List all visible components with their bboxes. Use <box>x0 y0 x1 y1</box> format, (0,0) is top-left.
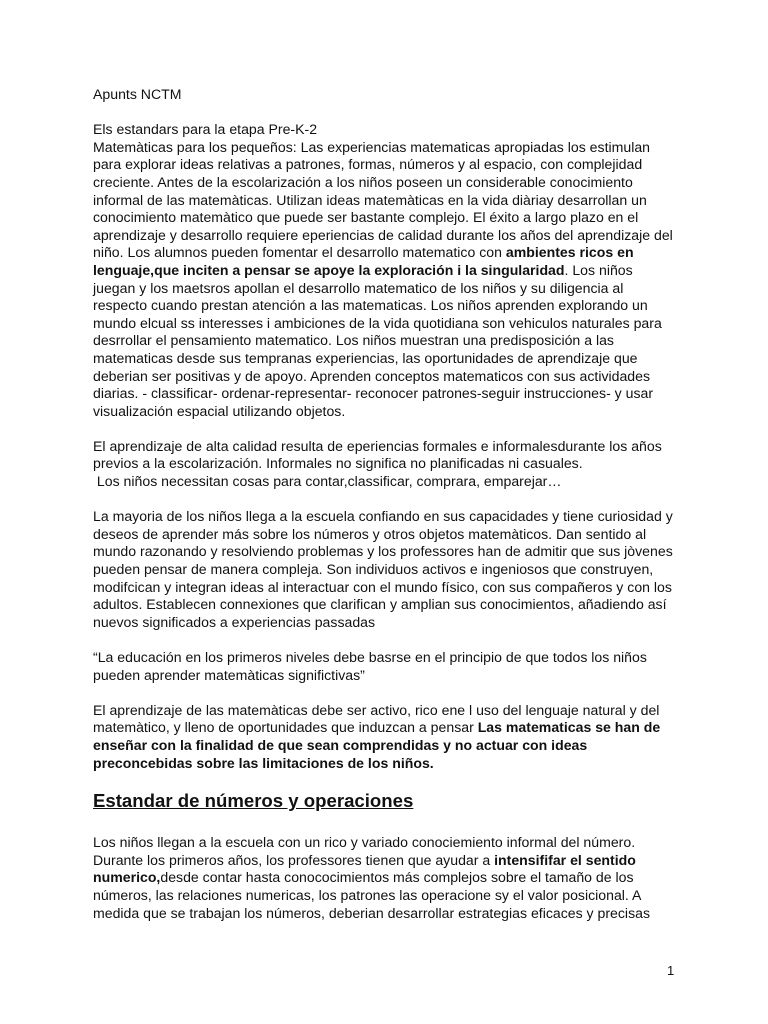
paragraph-numbers-text-c: desde contar hasta conococimientos más complejos sobre el tamaño de los números, las relaciones numericas, los patrones las operacione sy el valor posicional. A medida que se trabajan los números, deberian desarrollar estrategias eficaces y precisas <box>93 869 650 921</box>
document-body <box>93 86 673 922</box>
spacer <box>93 491 673 509</box>
paragraph-intro-text-c: . Los niños juegan y los maetsros apollan el desarrollo matematico de los niños y su diligencia al respecto cuando prestan atención a las matematicas. Los niños aprenden explorando un mundo elcual ss interesses i ambiciones de la vida quotidiana son vehiculos naturales para desrrollar el pensamiento matematico. Los niños muestran una predisposición a las matematicas desde sus tempranas experiencias, las oportunidades de aprendizaje que deberian ser positivas y de apoyo. Aprenden conceptos matematicos con sus actividades diarias. - classificar- ordenar-representar- reconocer patrones-seguir instrucciones- y usar visualización espacial utilizando objetos. <box>93 261 662 419</box>
paragraph-quality-line-1: El aprendizaje de alta calidad resulta de eperiencias formales e informalesdurante los años previos a la escolarización. Informales no significa no planificadas ni casuales. <box>93 437 662 472</box>
paragraph-intro-bold: ambientes ricos en lenguaje,que inciten a pensar se apoye la exploración i la singularidad <box>93 244 634 278</box>
spacer <box>93 684 673 702</box>
paragraph-intro <box>93 139 673 421</box>
document-title: Apunts NCTM <box>93 86 182 102</box>
paragraph-active-text: El aprendizaje de las matemàticas debe ser activo, rico ene l uso del lenguaje natural y del matemàtico, y lleno de oportunidades que induzcan a pensar <box>93 701 660 736</box>
paragraph-intro-text-a: Matemàticas para los pequeños: Las experiencias matematicas apropiadas los estimulan para explorar ideas relativas a patrones, formas, números y al espacio, con complejidad creciente. Antes de la escolarización a los niños poseen un considerable conocimiento informal de las matemàticas. Utilizan ideas matemàticas en la vida diàriay desarrollan un conocimiento matemàtico que puede ser bastante complejo. El éxito a largo plazo en el aprendizaje y desarrollo requiere eperiencias de calidad durante los años del aprendizaje del niño. Los alumnos pueden fomentar el desarrollo matematico con <box>93 138 673 261</box>
paragraph-numbers-bold: intensififar el sentido numerico, <box>93 851 636 886</box>
spacer <box>93 420 673 438</box>
paragraph-active-learning <box>93 702 673 772</box>
paragraph-numbers-text-a: Los niños llegan a la escuela con un rico y variado conociemiento informal del número. Durante los primeros años, los professores tienen que ayudar a <box>93 834 636 868</box>
quote-paragraph: “La educación en los primeros niveles debe basrse en el principio de que todos los niños pueden aprender matemàticas significtivas” <box>93 649 647 683</box>
paragraph-numbers <box>93 834 673 922</box>
paragraph-quality-line-2: Los niños necessitan cosas para contar,classificar, comprara, emparejar… <box>93 473 562 490</box>
paragraph-children: La mayoria de los niños llega a la escuela confiando en sus capacidades y tiene curiosidad y deseos de aprender más sobre los números y otros objetos matemàticos. Dan sentido al mundo razonando y resolviendo problemas y los professores han de admitir que sus jòvenes pueden pensar de manera compleja. Son individuos activos e ingeniosos que construyen, modifcican y integran ideas al interactuar con el mundo físico, con sus compañeros y con los adultos. Establecen connexiones que clarifican y amplian sus conocimientos, añadiendo así nuevos significados a experiencias passadas <box>93 508 673 630</box>
spacer <box>93 631 673 649</box>
paragraph-active-bold: Las matematicas se han de enseñar con la finalidad de que sean comprendidas y no actuar con ideas preconcebidas sobre las limitaciones de los niños. <box>93 719 661 771</box>
spacer <box>93 104 673 122</box>
page-number: 1 <box>667 963 675 978</box>
document-subtitle: Els estandars para la etapa Pre-K-2 <box>93 121 318 138</box>
section-heading: Estandar de números y operaciones <box>93 790 414 812</box>
